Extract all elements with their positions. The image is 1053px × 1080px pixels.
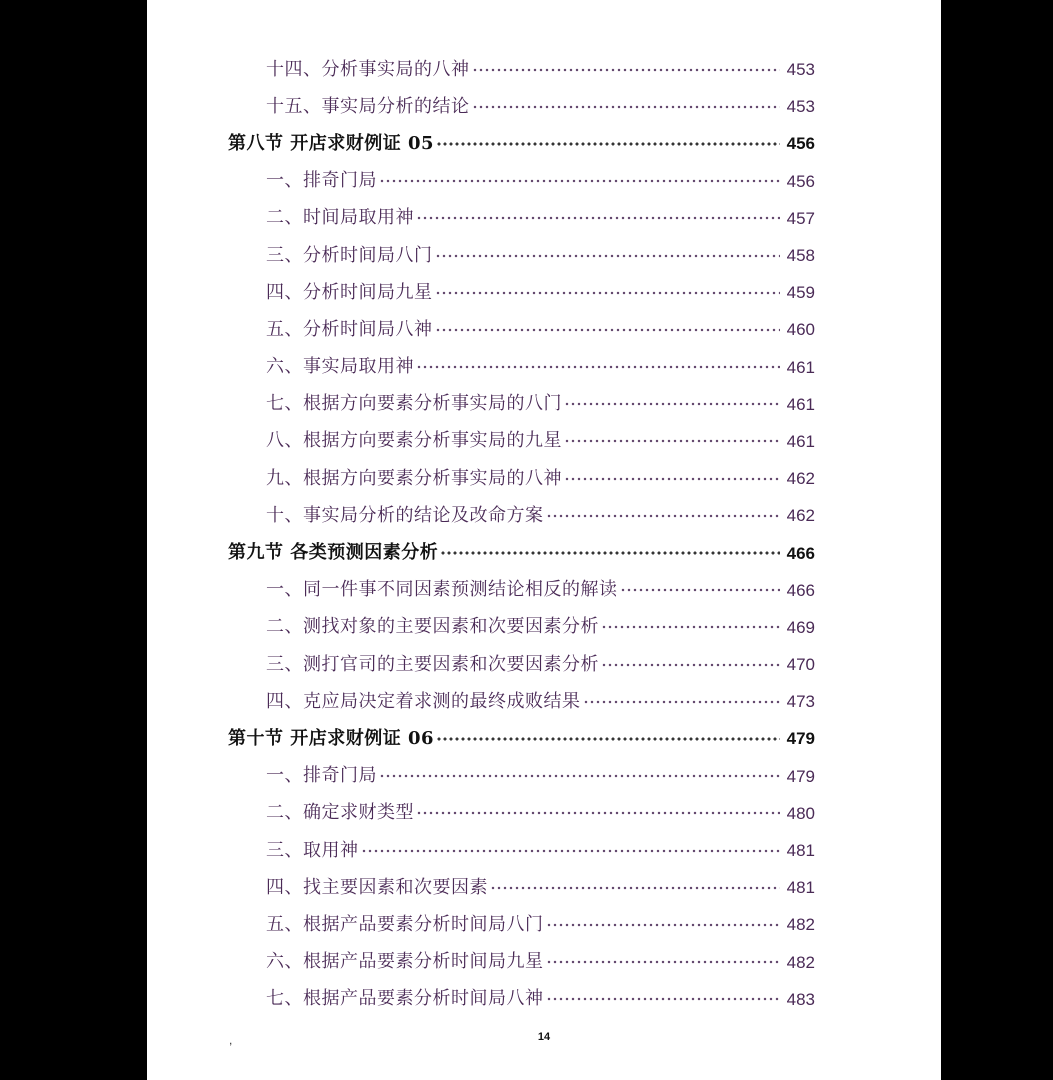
- toc-entry-title: 二、测找对象的主要因素和次要因素分析: [266, 616, 599, 638]
- toc-item-row: [147, 460, 941, 497]
- toc-entry-title: 十、事实局分析的结论及改命方案: [266, 504, 544, 526]
- toc-page-number: 458: [786, 246, 815, 266]
- toc-dot-leader: [546, 994, 781, 1004]
- toc-dot-leader: [546, 920, 781, 930]
- toc-entry-title: 七、根据产品要素分析时间局八神: [266, 988, 544, 1010]
- toc-dot-leader: [416, 362, 780, 372]
- toc-entry-title: 九、根据方向要素分析事实局的八神: [266, 467, 562, 489]
- document-page: [147, 0, 941, 1080]
- toc-item-row: [147, 163, 941, 200]
- toc-page-number: 466: [786, 580, 815, 600]
- toc-page-number: 473: [786, 692, 815, 712]
- footer-mark: ,: [229, 1033, 233, 1047]
- page-number: 14: [537, 1031, 551, 1043]
- toc-entry-title: 五、分析时间局八神: [266, 318, 433, 340]
- toc-page-number: 456: [786, 134, 815, 154]
- toc-entry-title: 七、根据方向要素分析事实局的八门: [266, 393, 562, 415]
- toc-entry-title: 一、同一件事不同因素预测结论相反的解读: [266, 579, 618, 601]
- toc-page-number: 470: [786, 655, 815, 675]
- toc-item-row: [147, 423, 941, 460]
- toc-dot-leader: [546, 511, 781, 521]
- toc-item-row: [147, 683, 941, 720]
- toc-item-row: [147, 869, 941, 906]
- toc-dot-leader: [436, 734, 780, 744]
- toc-entry-title: 第九节 各类预测因素分析: [228, 542, 439, 564]
- toc-entry-title: 二、时间局取用神: [266, 207, 414, 229]
- toc-dot-leader: [546, 957, 781, 967]
- toc-entry-title: 十四、分析事实局的八神: [266, 58, 470, 80]
- toc-dot-leader: [435, 251, 781, 261]
- toc-dot-leader: [620, 585, 781, 595]
- toc-item-row: [147, 832, 941, 869]
- toc-item-row: [147, 906, 941, 943]
- toc-item-row: [147, 497, 941, 534]
- toc-item-row: [147, 237, 941, 274]
- toc-entry-title: 六、事实局取用神: [266, 356, 414, 378]
- toc-dot-leader: [436, 139, 780, 149]
- toc-item-row: [147, 609, 941, 646]
- toc-page-number: 460: [786, 320, 815, 340]
- toc-section-row: [147, 125, 941, 162]
- toc-page-number: 481: [786, 841, 815, 861]
- toc-page-number: 479: [786, 766, 815, 786]
- toc-page-number: 479: [786, 729, 815, 749]
- toc-dot-leader: [416, 213, 780, 223]
- toc-page-number: 482: [786, 915, 815, 935]
- toc-entry-title: 四、分析时间局九星: [266, 281, 433, 303]
- toc-page-number: 459: [786, 283, 815, 303]
- toc-dot-leader: [564, 474, 780, 484]
- toc-dot-leader: [601, 660, 780, 670]
- toc-entry-title: 四、克应局决定着求测的最终成败结果: [266, 690, 581, 712]
- toc-entry-title: 第十节 开店求财例证 06: [228, 727, 435, 749]
- toc-page-number: 461: [786, 394, 815, 414]
- toc-page-number: 469: [786, 617, 815, 637]
- toc-section-row: [147, 720, 941, 757]
- toc-dot-leader: [379, 176, 780, 186]
- toc-entry-title: 三、测打官司的主要因素和次要因素分析: [266, 653, 599, 675]
- toc-item-row: [147, 51, 941, 88]
- toc-item-row: [147, 944, 941, 981]
- toc-entry-title: 一、排奇门局: [266, 765, 377, 787]
- toc-page-number: 453: [786, 60, 815, 80]
- toc-dot-leader: [472, 65, 781, 75]
- toc-dot-leader: [416, 808, 780, 818]
- toc-item-row: [147, 795, 941, 832]
- toc-dot-leader: [564, 399, 780, 409]
- toc-item-row: [147, 386, 941, 423]
- toc-dot-leader: [583, 697, 781, 707]
- toc-dot-leader: [490, 883, 780, 893]
- toc-entry-title: 四、找主要因素和次要因素: [266, 876, 488, 898]
- toc-item-row: [147, 200, 941, 237]
- toc-dot-leader: [379, 771, 780, 781]
- toc-entry-title: 二、确定求财类型: [266, 802, 414, 824]
- toc-page-number: 457: [786, 208, 815, 228]
- toc-item-row: [147, 758, 941, 795]
- toc-entry-title: 十五、事实局分析的结论: [266, 95, 470, 117]
- toc-dot-leader: [361, 846, 781, 856]
- toc-entry-title: 六、根据产品要素分析时间局九星: [266, 951, 544, 973]
- toc-page-number: 480: [786, 803, 815, 823]
- table-of-contents: [147, 51, 941, 1018]
- toc-section-row: [147, 534, 941, 571]
- toc-page-number: 481: [786, 878, 815, 898]
- toc-page-number: 482: [786, 952, 815, 972]
- toc-entry-title: 三、分析时间局八门: [266, 244, 433, 266]
- toc-item-row: [147, 311, 941, 348]
- toc-page-number: 466: [786, 543, 815, 563]
- toc-item-row: [147, 88, 941, 125]
- toc-page-number: 456: [786, 171, 815, 191]
- toc-item-row: [147, 646, 941, 683]
- toc-page-number: 462: [786, 469, 815, 489]
- toc-item-row: [147, 981, 941, 1018]
- toc-item-row: [147, 349, 941, 386]
- toc-page-number: 462: [786, 506, 815, 526]
- toc-dot-leader: [435, 325, 781, 335]
- toc-entry-title: 五、根据产品要素分析时间局八门: [266, 913, 544, 935]
- toc-entry-title: 第八节 开店求财例证 05: [228, 132, 435, 154]
- toc-dot-leader: [564, 436, 780, 446]
- toc-item-row: [147, 572, 941, 609]
- toc-dot-leader: [472, 102, 781, 112]
- toc-dot-leader: [435, 288, 781, 298]
- toc-dot-leader: [440, 548, 780, 558]
- toc-page-number: 453: [786, 97, 815, 117]
- toc-entry-title: 三、取用神: [266, 839, 359, 861]
- toc-page-number: 461: [786, 357, 815, 377]
- toc-page-number: 461: [786, 431, 815, 451]
- toc-item-row: [147, 274, 941, 311]
- toc-entry-title: 八、根据方向要素分析事实局的九星: [266, 430, 562, 452]
- toc-dot-leader: [601, 622, 780, 632]
- toc-page-number: 483: [786, 989, 815, 1009]
- toc-entry-title: 一、排奇门局: [266, 170, 377, 192]
